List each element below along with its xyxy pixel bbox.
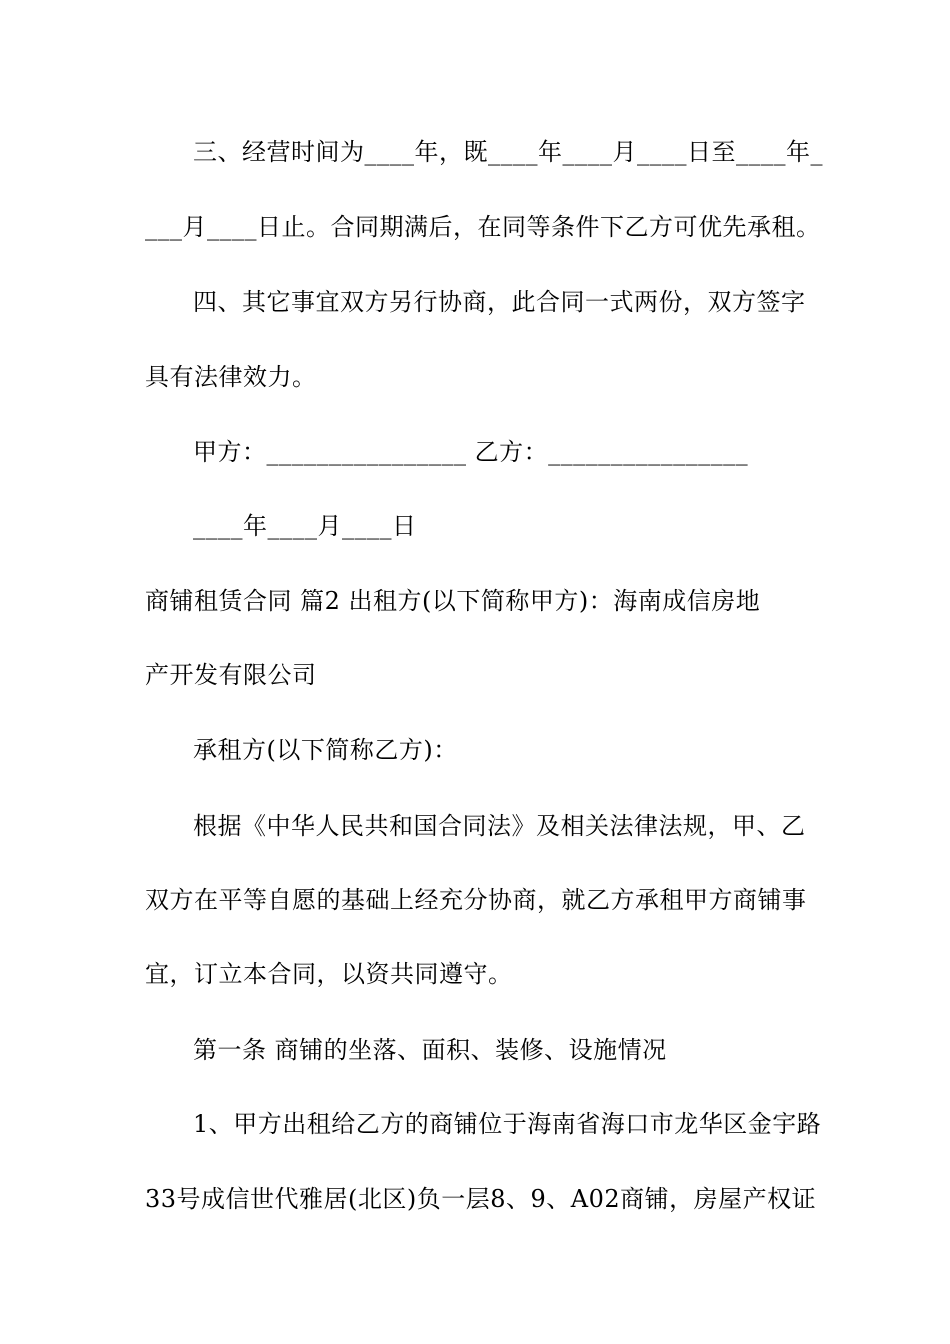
paragraph-line: 三、经营时间为____年，既____年____月____日至____年_ bbox=[193, 138, 823, 166]
date-line: ____年____月____日 bbox=[193, 512, 417, 540]
paragraph-line: 双方在平等自愿的基础上经充分协商，就乙方承租甲方商铺事 bbox=[145, 886, 807, 914]
paragraph-line: 1、甲方出租给乙方的商铺位于海南省海口市龙华区金宇路 bbox=[193, 1110, 822, 1138]
section-heading-line: 商铺租赁合同 篇2 出租方(以下简称甲方)：海南成信房地 bbox=[145, 587, 761, 615]
paragraph-line: ___月____日止。合同期满后，在同等条件下乙方可优先承租。 bbox=[145, 213, 821, 241]
paragraph-line: 承租方(以下简称乙方)： bbox=[193, 736, 458, 764]
paragraph-line: 产开发有限公司 bbox=[145, 661, 317, 689]
article-heading-line: 第一条 商铺的坐落、面积、装修、设施情况 bbox=[193, 1036, 667, 1064]
paragraph-line: 宜，订立本合同，以资共同遵守。 bbox=[145, 960, 513, 988]
paragraph-line: 具有法律效力。 bbox=[145, 363, 317, 391]
paragraph-line: 33号成信世代雅居(北区)负一层8、9、A02商铺，房屋产权证 bbox=[145, 1185, 817, 1213]
paragraph-line: 根据《中华人民共和国合同法》及相关法律法规，甲、乙 bbox=[193, 812, 806, 840]
paragraph-line: 四、其它事宜双方另行协商，此合同一式两份，双方签字 bbox=[193, 288, 806, 316]
signature-line: 甲方：________________ 乙方：________________ bbox=[193, 438, 749, 466]
